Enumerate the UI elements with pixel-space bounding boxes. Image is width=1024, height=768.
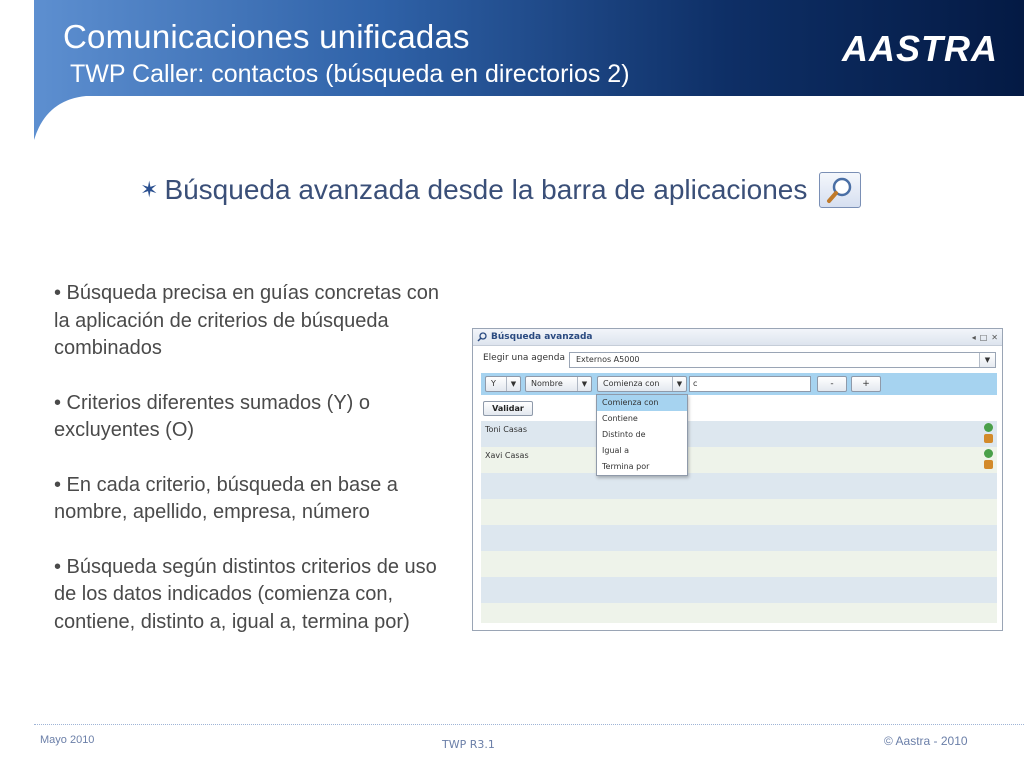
- chevron-down-icon[interactable]: ▼: [506, 377, 520, 391]
- slide-header: [0, 0, 1024, 140]
- results-list: [481, 421, 997, 623]
- bullet-item: • En cada criterio, búsqueda en base a nombre, apellido, empresa, número: [54, 473, 398, 523]
- result-row[interactable]: [481, 447, 997, 473]
- dropdown-option[interactable]: Igual a: [602, 446, 630, 455]
- footer-date: Mayo 2010: [40, 734, 95, 746]
- chevron-down-icon[interactable]: ▼: [577, 377, 591, 391]
- contact-card-icon[interactable]: [984, 434, 993, 443]
- close-icon[interactable]: ✕: [991, 332, 998, 342]
- logic-select[interactable]: [485, 376, 521, 392]
- bullet-list: [54, 280, 454, 663]
- window-title: Búsqueda avanzada: [491, 332, 593, 342]
- chevron-down-icon[interactable]: ▼: [672, 377, 686, 391]
- window-titlebar: [473, 329, 1002, 346]
- criteria-select-value: Comienza con: [603, 379, 660, 388]
- remove-criteria-button[interactable]: -: [817, 376, 847, 392]
- bullet-item: • Búsqueda precisa en guías concretas con la aplicación de criterios de búsqueda combinados: [54, 282, 440, 359]
- magnifier-icon: [819, 172, 861, 208]
- dropdown-option[interactable]: Comienza con: [597, 395, 687, 411]
- search-input[interactable]: c: [689, 376, 811, 392]
- validate-button[interactable]: Validar: [483, 401, 533, 416]
- dropdown-option[interactable]: Termina por: [602, 462, 650, 471]
- section-heading: [140, 172, 861, 208]
- result-row-empty: [481, 551, 997, 577]
- pin-icon[interactable]: ◂: [971, 332, 976, 342]
- result-name: Toni Casas: [485, 425, 527, 434]
- bullet-item: • Criterios diferentes sumados (Y) o excluyentes (O): [54, 391, 371, 441]
- section-heading-text: Búsqueda avanzada desde la barra de aplicaciones: [164, 174, 808, 205]
- star-bullet-icon: ✶: [140, 177, 159, 202]
- logic-select-value: Y: [491, 379, 496, 388]
- result-row-empty: [481, 603, 997, 623]
- footer-copyright: © Aastra - 2010: [884, 734, 968, 748]
- field-select-value: Nombre: [531, 379, 563, 388]
- dropdown-option[interactable]: Distinto de: [602, 430, 646, 439]
- advanced-search-window: [472, 328, 1003, 631]
- footer-version: TWP R3.1: [442, 738, 495, 751]
- call-icon[interactable]: [984, 423, 993, 432]
- result-name: Xavi Casas: [485, 451, 529, 460]
- criteria-dropdown-menu: [596, 394, 688, 476]
- agenda-select-value: Externos A5000: [576, 355, 640, 364]
- result-row[interactable]: [481, 421, 997, 447]
- contact-card-icon[interactable]: [984, 460, 993, 469]
- result-row-empty: [481, 473, 997, 499]
- agenda-select[interactable]: [569, 352, 996, 368]
- criteria-select[interactable]: [597, 376, 687, 392]
- result-row-empty: [481, 577, 997, 603]
- bullet-item: • Búsqueda según distintos criterios de uso de los datos indicados (comienza con, contiene, distinto a, igual a, termina por): [54, 555, 437, 633]
- search-icon: [477, 332, 487, 342]
- footer-divider: [34, 724, 1024, 725]
- dropdown-option[interactable]: Contiene: [602, 414, 638, 423]
- maximize-icon[interactable]: □: [979, 332, 988, 342]
- agenda-label: Elegir una agenda: [483, 353, 565, 363]
- result-row-empty: [481, 525, 997, 551]
- slide-subtitle: TWP Caller: contactos (búsqueda en directorios 2): [70, 60, 630, 88]
- chevron-down-icon[interactable]: ▼: [979, 353, 995, 367]
- criteria-bar: [481, 373, 997, 395]
- add-criteria-button[interactable]: +: [851, 376, 881, 392]
- field-select[interactable]: [525, 376, 592, 392]
- aastra-logo: AASTRA: [842, 28, 998, 69]
- call-icon[interactable]: [984, 449, 993, 458]
- result-row-empty: [481, 499, 997, 525]
- slide-title: Comunicaciones unificadas: [63, 18, 470, 55]
